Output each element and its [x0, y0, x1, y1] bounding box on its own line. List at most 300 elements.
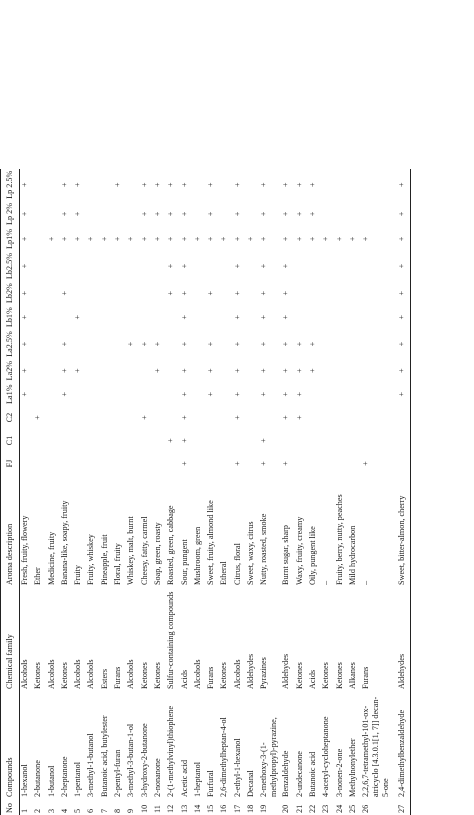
row-number: 5	[73, 808, 83, 813]
presence-mark: +	[232, 368, 242, 373]
presence-mark	[100, 329, 113, 359]
aroma-description: Medicine, fruity	[46, 531, 56, 585]
presence-mark: +	[139, 182, 149, 188]
presence-mark	[86, 201, 99, 227]
aroma-description: Waxy, fruity, creamy	[294, 516, 304, 585]
presence-mark	[166, 406, 179, 429]
presence-mark	[33, 201, 46, 227]
presence-mark	[348, 201, 361, 227]
presence-mark: +	[281, 415, 291, 420]
aroma-description: Sweet, waxy, citrus	[246, 521, 256, 585]
presence-mark	[47, 201, 60, 227]
presence-mark	[20, 406, 34, 429]
presence-mark: +	[73, 236, 83, 242]
table-row	[361, 169, 397, 815]
presence-mark: +	[259, 391, 269, 397]
presence-mark	[100, 169, 113, 201]
presence-mark	[308, 429, 321, 452]
presence-mark: +	[99, 236, 109, 242]
table-row	[86, 169, 99, 815]
aroma-description: Whiskey, malt, burnt	[126, 516, 136, 585]
chemical-family: Acids	[179, 669, 189, 689]
presence-mark	[308, 251, 321, 281]
presence-mark	[219, 329, 232, 359]
presence-mark	[219, 382, 232, 406]
header-compounds: Compounds	[1, 691, 20, 799]
compound-name: 2-methoxy-3-(1-methylpropyl)-pyrazine,	[259, 717, 279, 797]
presence-mark: +	[259, 438, 269, 443]
presence-mark	[335, 329, 348, 359]
presence-mark	[33, 429, 46, 452]
presence-mark	[73, 251, 86, 281]
row-number: 4	[59, 808, 69, 813]
presence-mark: +	[206, 182, 216, 188]
table-row	[166, 169, 179, 815]
presence-mark	[361, 305, 397, 329]
presence-mark: +	[232, 182, 242, 188]
presence-mark	[335, 429, 348, 452]
presence-mark: +	[206, 290, 216, 296]
presence-mark: +	[59, 290, 69, 296]
presence-mark	[86, 305, 99, 329]
presence-mark	[361, 251, 397, 281]
presence-mark	[206, 406, 219, 429]
presence-mark	[348, 251, 361, 281]
header-la2: La2%	[1, 359, 20, 383]
compound-name: 3-methyl-3-butan-1-ol	[126, 723, 136, 797]
row-number: 9	[126, 808, 136, 813]
row-number: 19	[259, 804, 269, 813]
presence-mark	[219, 281, 232, 305]
presence-mark	[308, 452, 321, 475]
aroma-description: Sweet, bitter-almon, cherry	[397, 475, 411, 587]
presence-mark	[153, 281, 166, 305]
presence-mark	[33, 281, 46, 305]
presence-mark	[166, 305, 179, 329]
header-lb25: Lb2.5%	[1, 251, 20, 281]
presence-mark	[73, 406, 86, 429]
chemical-family: Alcohols	[86, 659, 96, 689]
compound-name: 2-(1-methylvinyl)thiophene	[166, 706, 176, 797]
row-number: 22	[307, 804, 317, 813]
presence-mark	[206, 429, 219, 452]
presence-mark	[193, 429, 206, 452]
presence-mark	[86, 281, 99, 305]
presence-mark	[246, 359, 259, 383]
presence-mark: +	[59, 368, 69, 373]
presence-mark	[193, 201, 206, 227]
presence-mark	[361, 201, 397, 227]
presence-mark	[193, 281, 206, 305]
chemical-family: Ketones	[294, 662, 304, 689]
presence-mark: +	[281, 211, 291, 217]
table-row	[20, 169, 34, 815]
compound-name: 3-nonen-2-one	[334, 748, 344, 797]
presence-mark	[193, 329, 206, 359]
presence-mark	[47, 382, 60, 406]
compound-name: 4-acetyl-cycloheptanone	[321, 716, 331, 797]
presence-mark	[100, 201, 113, 227]
compound-name: Methylnonylether	[347, 738, 357, 797]
presence-mark: +	[126, 341, 136, 347]
presence-mark	[60, 305, 73, 329]
presence-mark	[397, 406, 411, 429]
chemical-family: Furans	[361, 666, 371, 689]
compound-name: 1-butanol	[46, 765, 56, 797]
presence-mark: +	[397, 251, 411, 281]
presence-mark	[348, 359, 361, 383]
presence-mark: +	[179, 211, 189, 217]
presence-mark	[321, 281, 334, 305]
presence-mark: +	[73, 211, 83, 217]
presence-mark: +	[179, 461, 189, 466]
presence-mark	[126, 169, 139, 201]
presence-mark	[295, 251, 308, 281]
aroma-description: Mild hydrocarbon	[347, 525, 357, 585]
row-number: 20	[281, 804, 291, 813]
table-row	[60, 169, 73, 815]
presence-mark	[140, 452, 153, 475]
presence-mark: +	[179, 415, 189, 420]
compound-name: 2-undecanone	[294, 751, 304, 797]
presence-mark	[348, 406, 361, 429]
aroma-description: Citrus, floral	[232, 543, 242, 585]
presence-mark	[166, 359, 179, 383]
presence-mark	[246, 452, 259, 475]
presence-mark	[335, 452, 348, 475]
chemical-family: Sulfur-containing compounds	[166, 591, 176, 689]
chemical-family: Alcohols	[192, 659, 202, 689]
presence-mark: +	[294, 211, 304, 217]
presence-mark	[308, 281, 321, 305]
chemical-family: Aldehydes	[246, 653, 256, 689]
presence-mark: +	[259, 211, 269, 217]
presence-mark	[33, 227, 46, 251]
presence-mark	[361, 429, 397, 452]
presence-mark	[73, 382, 86, 406]
presence-mark	[126, 251, 139, 281]
presence-mark	[321, 305, 334, 329]
presence-mark	[86, 251, 99, 281]
table-row	[47, 169, 60, 815]
presence-mark	[246, 429, 259, 452]
presence-mark: +	[152, 368, 162, 373]
table-row	[193, 169, 206, 815]
presence-mark: +	[397, 201, 411, 227]
presence-mark	[153, 305, 166, 329]
aroma-description: –	[361, 580, 371, 585]
presence-mark	[113, 429, 126, 452]
table-body	[20, 169, 411, 815]
presence-mark	[33, 382, 46, 406]
presence-mark	[246, 169, 259, 201]
presence-mark	[153, 406, 166, 429]
presence-mark: +	[20, 391, 29, 397]
compound-name: Butanoic acid, butylester	[99, 715, 109, 797]
presence-mark	[166, 452, 179, 475]
presence-mark	[47, 281, 60, 305]
presence-mark	[113, 201, 126, 227]
presence-mark	[100, 251, 113, 281]
presence-mark: +	[59, 182, 69, 188]
chemical-family: Ketones	[219, 662, 229, 689]
header-la25: La2.5%	[1, 329, 20, 359]
presence-mark: +	[232, 415, 242, 420]
chemical-family: Ketones	[334, 662, 344, 689]
presence-mark: +	[59, 211, 69, 217]
compound-name: Acetic acid	[179, 759, 189, 797]
presence-mark: +	[179, 236, 189, 242]
presence-mark	[259, 406, 281, 429]
presence-mark	[295, 452, 308, 475]
presence-mark: +	[166, 182, 176, 188]
compound-name: 1-pentanol	[73, 761, 83, 797]
row-number: 10	[139, 804, 149, 813]
table-row	[126, 169, 139, 815]
header-lb2: Lb2%	[1, 281, 20, 305]
presence-mark: +	[59, 341, 69, 347]
aroma-description: Cheesy, fatty, carmel	[139, 516, 149, 585]
presence-mark: +	[281, 368, 291, 373]
aroma-description: –	[321, 580, 331, 585]
presence-mark: +	[219, 236, 229, 242]
presence-mark: +	[232, 263, 242, 269]
presence-mark: +	[321, 236, 331, 242]
row-number: 8	[113, 808, 123, 813]
presence-mark	[86, 429, 99, 452]
presence-mark: +	[179, 263, 189, 269]
row-number: 15	[206, 804, 216, 813]
presence-mark	[47, 305, 60, 329]
presence-mark	[348, 452, 361, 475]
presence-mark	[126, 382, 139, 406]
presence-mark	[100, 406, 113, 429]
presence-mark: +	[206, 341, 216, 347]
presence-mark: +	[152, 211, 162, 217]
presence-mark	[140, 281, 153, 305]
presence-mark	[361, 382, 397, 406]
compound-name: 2,4-dimethylbenzaldehyde	[397, 691, 411, 799]
row-number: 11	[152, 805, 162, 813]
compound-name: Decanal	[246, 770, 256, 797]
aroma-description: Fruity	[73, 564, 83, 585]
header-la1: La1%	[1, 382, 20, 406]
table-row	[206, 169, 219, 815]
presence-mark	[100, 382, 113, 406]
chemical-family: Alcohols	[232, 659, 242, 689]
presence-mark: +	[246, 236, 256, 242]
table-row	[281, 169, 294, 815]
presence-mark	[126, 452, 139, 475]
presence-mark	[126, 359, 139, 383]
aroma-description: Oily, pungent like	[307, 526, 317, 585]
table-row	[335, 169, 348, 815]
compound-name: 2,6-dimethylheptan-4-ol	[219, 717, 229, 797]
compound-name: 3-methyl-1-butanol	[86, 733, 96, 797]
presence-mark: +	[307, 341, 317, 347]
presence-mark: +	[126, 236, 136, 242]
presence-mark	[281, 429, 294, 452]
chemical-family: Alcohols	[20, 659, 29, 689]
table-row	[295, 169, 308, 815]
presence-mark: +	[232, 290, 242, 296]
aroma-description: Mushroom, green	[192, 526, 202, 585]
presence-mark	[335, 169, 348, 201]
chemical-family: Aldehydes	[281, 653, 291, 689]
presence-mark	[126, 305, 139, 329]
presence-mark: +	[20, 314, 29, 320]
presence-mark	[206, 251, 219, 281]
presence-mark	[361, 329, 397, 359]
presence-mark	[153, 251, 166, 281]
presence-mark	[348, 429, 361, 452]
table-row	[397, 169, 411, 815]
presence-mark	[140, 429, 153, 452]
chemical-family: Aldehydes	[397, 587, 411, 691]
aroma-description: Soap, green, roasty	[152, 522, 162, 585]
presence-mark	[295, 305, 308, 329]
table-row	[180, 169, 193, 815]
presence-mark: +	[179, 438, 189, 443]
chemical-family: Ketones	[139, 662, 149, 689]
chemical-family: Ketones	[321, 662, 331, 689]
presence-mark	[219, 201, 232, 227]
presence-mark: +	[139, 341, 149, 347]
presence-mark	[348, 382, 361, 406]
row-number: 23	[321, 804, 331, 813]
presence-mark	[206, 452, 219, 475]
aroma-description: Burnt sugar, sharp	[281, 525, 291, 585]
presence-mark	[193, 359, 206, 383]
presence-mark: +	[294, 182, 304, 188]
presence-mark: +	[294, 368, 304, 373]
presence-mark	[193, 382, 206, 406]
presence-mark: +	[33, 415, 43, 420]
presence-mark: +	[259, 341, 269, 347]
presence-mark: +	[20, 263, 29, 269]
presence-mark	[113, 382, 126, 406]
presence-mark	[193, 452, 206, 475]
presence-mark	[246, 201, 259, 227]
presence-mark	[100, 281, 113, 305]
presence-mark	[47, 359, 60, 383]
presence-mark: +	[86, 236, 96, 242]
presence-mark	[140, 359, 153, 383]
aroma-description: Sour, pungent	[179, 539, 189, 585]
presence-mark	[100, 452, 113, 475]
header-lp1: Lp1%	[1, 227, 20, 251]
presence-mark: +	[259, 263, 269, 269]
presence-mark	[47, 406, 60, 429]
presence-mark	[33, 305, 46, 329]
presence-mark	[166, 329, 179, 359]
presence-mark	[219, 169, 232, 201]
chemical-family: Alcohols	[73, 659, 83, 689]
presence-mark	[335, 201, 348, 227]
chemical-family: Ketones	[59, 662, 69, 689]
presence-mark	[246, 382, 259, 406]
presence-mark	[348, 305, 361, 329]
table-row	[321, 169, 334, 815]
presence-mark	[100, 359, 113, 383]
presence-mark: +	[192, 236, 202, 242]
presence-mark	[233, 429, 246, 452]
presence-mark	[246, 329, 259, 359]
presence-mark	[193, 305, 206, 329]
presence-mark	[86, 329, 99, 359]
presence-mark: +	[347, 236, 357, 242]
presence-mark	[86, 452, 99, 475]
presence-mark: +	[361, 461, 371, 466]
presence-mark: +	[259, 368, 269, 373]
presence-mark	[60, 429, 73, 452]
header-chemical-family: Chemical family	[1, 587, 20, 691]
table-row	[308, 169, 321, 815]
presence-mark	[361, 281, 397, 305]
presence-mark: +	[232, 236, 242, 242]
chemical-family: Alcohols	[126, 659, 136, 689]
row-number: 6	[86, 808, 96, 813]
presence-mark	[246, 251, 259, 281]
presence-mark	[140, 305, 153, 329]
presence-mark: +	[281, 263, 291, 269]
presence-mark	[47, 251, 60, 281]
presence-mark: +	[59, 236, 69, 242]
aroma-description: Sweet, fruity, almond like	[206, 500, 216, 585]
presence-mark	[321, 359, 334, 383]
presence-mark: +	[281, 236, 291, 242]
presence-mark	[33, 359, 46, 383]
presence-mark: +	[113, 236, 123, 242]
presence-mark	[348, 169, 361, 201]
header-no: No	[1, 799, 20, 815]
compound-name: 2-butanone	[33, 760, 43, 797]
presence-mark	[335, 251, 348, 281]
presence-mark: +	[20, 368, 29, 373]
presence-mark	[113, 406, 126, 429]
presence-mark	[73, 429, 86, 452]
presence-mark	[246, 406, 259, 429]
presence-mark	[126, 281, 139, 305]
table-row	[113, 169, 126, 815]
presence-mark: +	[46, 236, 56, 242]
chemical-family: Furans	[113, 666, 123, 689]
presence-mark	[140, 382, 153, 406]
presence-mark: +	[166, 438, 176, 443]
aroma-description: Ether	[33, 567, 43, 585]
presence-mark: +	[294, 391, 304, 397]
presence-mark: +	[20, 341, 29, 347]
row-number: 27	[397, 799, 411, 815]
presence-mark: +	[281, 391, 291, 397]
presence-mark: +	[206, 368, 216, 373]
aroma-description: Banana-like, soapy, fruity	[59, 500, 69, 585]
presence-mark: +	[294, 341, 304, 347]
presence-mark: +	[179, 290, 189, 296]
presence-mark: +	[397, 305, 411, 329]
presence-mark: +	[281, 290, 291, 296]
presence-mark	[321, 429, 334, 452]
header-fj: FJ	[1, 452, 20, 475]
presence-mark: +	[259, 182, 269, 188]
presence-mark	[113, 359, 126, 383]
presence-mark	[113, 329, 126, 359]
presence-mark	[193, 251, 206, 281]
chemical-family: Furans	[206, 666, 216, 689]
presence-mark: +	[20, 182, 29, 188]
aroma-description: Fresh, fruity, flowery	[20, 515, 29, 585]
aroma-description: Roasted, green, cabbage	[166, 505, 176, 585]
